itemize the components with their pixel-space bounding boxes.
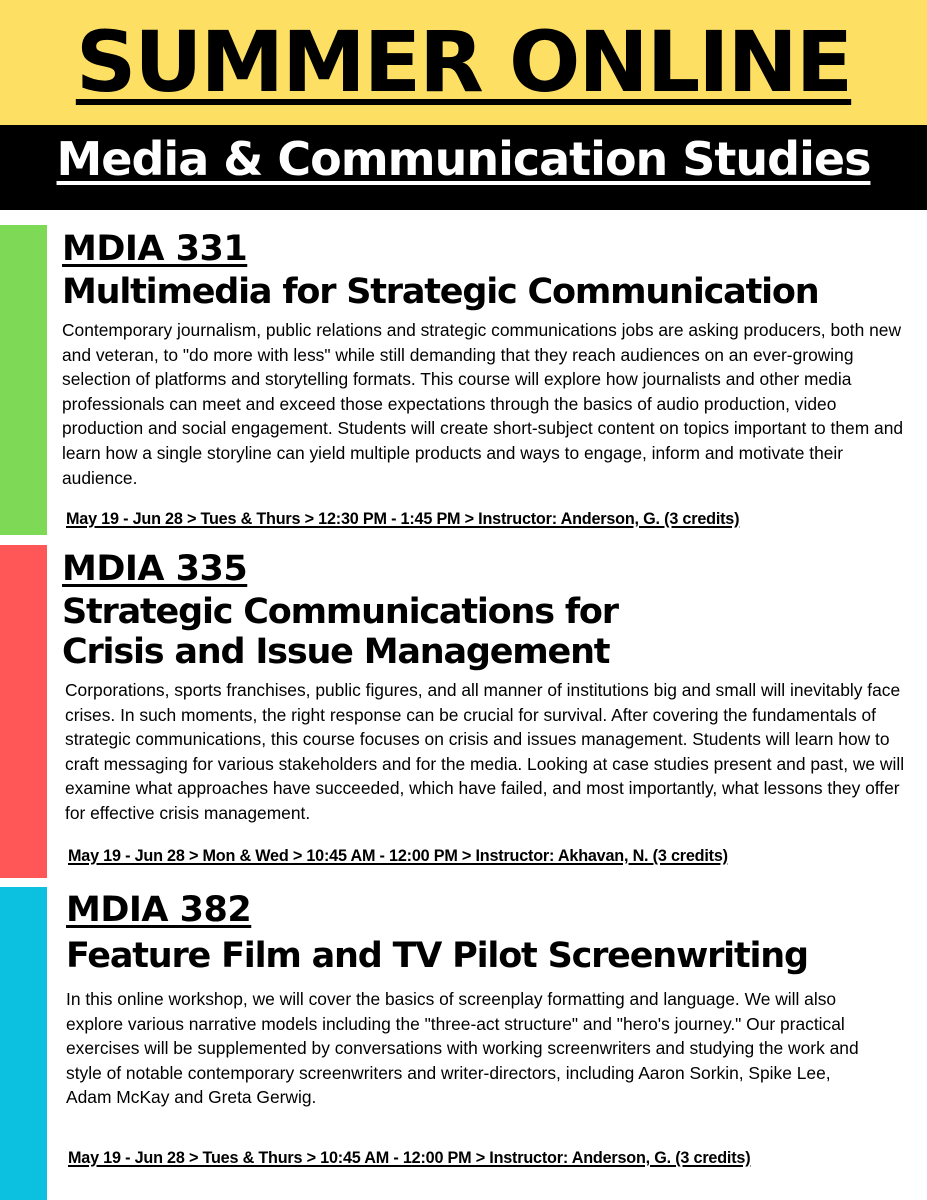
course-description: In this online workshop, we will cover the basics of screenplay formatting and language. We will also explore various narrative models including the "three-act structure" and "hero's journey." Our practical exercises will be supplemented by conversations with working screenwriters and studying the work and style of notable contemporary screenwriters and writer-directors, including Aaron Sorkin, Spike Lee, Adam McKay and Greta Gerwig. — [66, 989, 859, 1108]
page-title: SUMMER ONLINE — [75, 13, 852, 111]
course-accent-bar-red — [0, 545, 47, 878]
course-accent-bar-green — [0, 225, 47, 535]
course-mdia-331 — [62, 229, 912, 490]
course-description: Corporations, sports franchises, public figures, and all manner of institutions big and small will inevitably face crises. In such moments, the right response can be crucial for survival. After covering the fundamentals of strategic communications, this course focuses on crisis and issues management. Students will learn how to craft messaging for various stakeholders and for the media. Looking at case studies present and past, we will examine what approaches have succeeded, which have failed, and most importantly, what lessons they offer for effective crisis management. — [65, 680, 905, 823]
course-accent-bar-cyan — [0, 887, 47, 1200]
course-code: MDIA 382 — [66, 890, 252, 930]
course-title — [62, 272, 912, 312]
course-code: MDIA 331 — [62, 229, 248, 269]
course-title-line: Crisis and Issue Management — [62, 632, 610, 672]
course-title-line: Multimedia for Strategic Communication — [62, 272, 819, 312]
course-title-line: Feature Film and TV Pilot Screenwriting — [66, 936, 808, 976]
course-schedule: May 19 - Jun 28 > Tues & Thurs > 12:30 PM - 1:45 PM > Instructor: Anderson, G. (3 credits) — [66, 510, 740, 528]
course-code: MDIA 335 — [62, 549, 248, 589]
course-title-line: Strategic Communications for — [62, 592, 618, 632]
course-title — [62, 592, 912, 672]
page-subtitle: Media & Communication Studies — [56, 132, 871, 186]
course-schedule: May 19 - Jun 28 > Mon & Wed > 10:45 AM - 12:00 PM > Instructor: Akhavan, N. (3 credits) — [68, 847, 728, 865]
course-title — [66, 936, 866, 976]
course-schedule: May 19 - Jun 28 > Tues & Thurs > 10:45 AM - 12:00 PM > Instructor: Anderson, G. (3 credits) — [68, 1149, 751, 1167]
course-mdia-335 — [62, 549, 912, 826]
course-mdia-382 — [66, 890, 866, 1110]
course-description: Contemporary journalism, public relations and strategic communications jobs are asking producers, both new and veteran, to "do more with less" while still demanding that they reach audiences on an ever-growing selection of platforms and storytelling formats. This course will explore how journalists and other media professionals can meet and exceed those expectations through the basics of audio production, video production and social engagement. Students will create short-subject content on topics important to them and learn how a single storyline can yield multiple products and ways to engage, inform and motivate their audience. — [62, 320, 904, 488]
